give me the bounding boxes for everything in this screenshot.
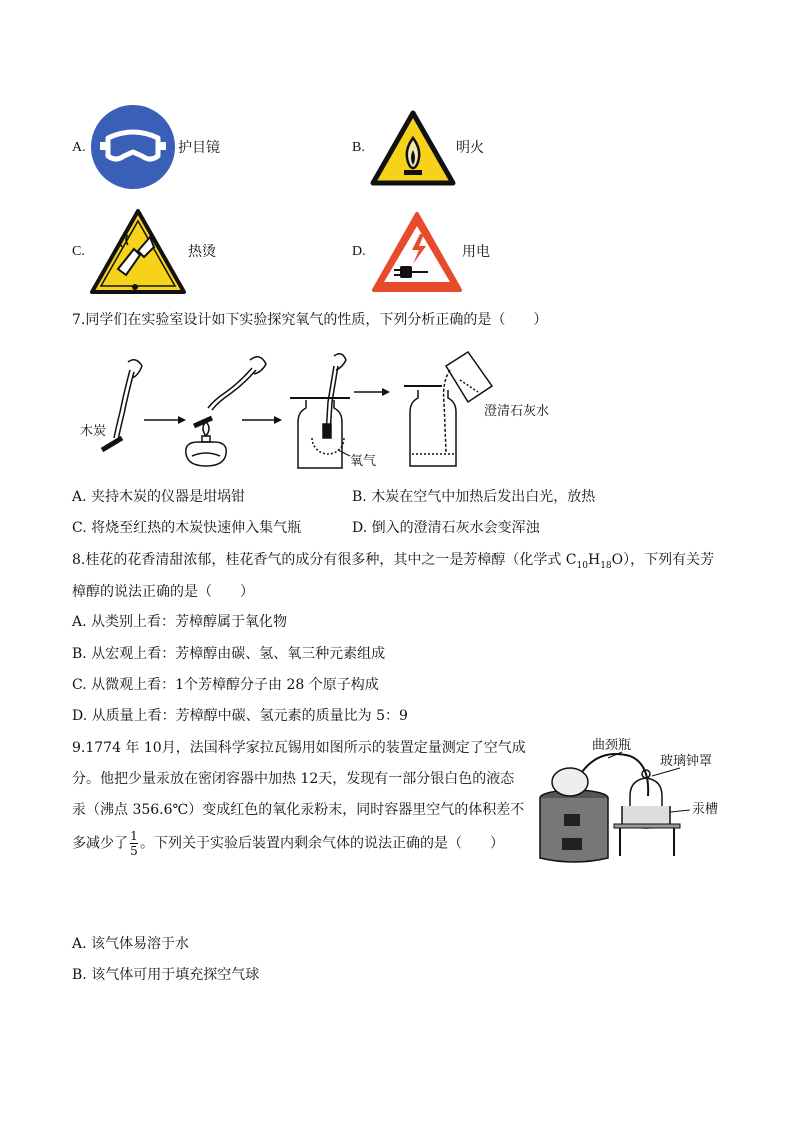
open-flame-warning-icon: [370, 110, 456, 190]
q8-stem-line2: 樟醇的说法正确的是（ ）: [72, 584, 254, 600]
option-a-label: 护目镜: [178, 140, 220, 156]
q9-option-a: A. 该气体易溶于水: [72, 936, 190, 952]
q8-option-b: B. 从宏观上看：芳樟醇由碳、氢、氧三种元素组成: [72, 646, 386, 662]
electrical-warning-icon: [370, 210, 464, 298]
label-mercury-trough: 汞槽: [692, 802, 719, 817]
label-retort: 曲颈瓶: [592, 738, 632, 753]
option-a-letter: A.: [72, 140, 86, 155]
fraction-denominator: 5: [130, 844, 138, 858]
q8-option-c: C. 从微观上看：1个芳樟醇分子由 28 个原子构成: [72, 677, 379, 693]
q9-line4-pre: 多减少了: [72, 835, 128, 852]
goggles-icon: [90, 104, 176, 194]
q8-sub-h: 18: [600, 560, 612, 571]
q8-stem-line1: [72, 550, 714, 576]
label-limewater: 澄清石灰水: [484, 404, 550, 419]
q9-line3: 汞（沸点 356.6℃）变成红色的氧化汞粉末，同时容器里空气的体积差不: [72, 802, 525, 818]
q8-stem-pre: 8.桂花的花香清甜浓郁，桂花香气的成分有很多种，其中之一是芳樟醇（化学式 C: [72, 552, 577, 568]
option-d-label: 用电: [462, 244, 490, 260]
q8-stem-h: H: [587, 552, 601, 568]
q9-line4: [72, 830, 504, 857]
option-b-label: 明火: [456, 140, 484, 156]
q9-line1: 9.1774 年 10月，法国科学家拉瓦锡用如图所示的装置定量测定了空气成: [72, 740, 526, 756]
q7-stem: 7.同学们在实验室设计如下实验探究氧气的性质，下列分析正确的是（ ）: [72, 312, 548, 328]
q8-sub-c: 10: [576, 560, 588, 571]
hot-surface-warning-icon: [88, 207, 188, 301]
fraction-numerator: 1: [130, 829, 138, 843]
option-d-letter: D.: [352, 244, 366, 259]
q9-line4-post: 。下列关于实验后装置内剩余气体的说法正确的是（ ）: [140, 835, 504, 852]
option-c-label: 热烫: [188, 244, 216, 260]
q7-option-b: B. 木炭在空气中加热后发出白光，放热: [352, 489, 596, 505]
label-bell-jar: 玻璃钟罩: [660, 754, 713, 769]
q7-option-d: D. 倒入的澄清石灰水会变浑浊: [352, 520, 540, 536]
q8-option-d: D. 从质量上看：芳樟醇中碳、氢元素的质量比为 5：9: [72, 708, 408, 724]
q9-line2: 分。他把少量汞放在密闭容器中加热 12天，发现有一部分银白色的液态: [72, 771, 515, 787]
q8-option-a: A. 从类别上看：芳樟醇属于氧化物: [72, 614, 288, 630]
label-oxygen: 氧气: [350, 454, 377, 469]
option-b-letter: B.: [352, 140, 365, 155]
q8-stem-post: O），下列有关芳: [611, 552, 715, 568]
option-c-letter: C.: [72, 244, 85, 259]
label-charcoal: 木炭: [80, 424, 107, 439]
q7-option-a: A. 夹持木炭的仪器是坩埚钳: [72, 489, 246, 505]
q9-option-b: B. 该气体可用于填充探空气球: [72, 967, 260, 983]
q7-option-c: C. 将烧至红热的木炭快速伸入集气瓶: [72, 520, 302, 536]
fraction-one-fifth: [130, 830, 138, 857]
